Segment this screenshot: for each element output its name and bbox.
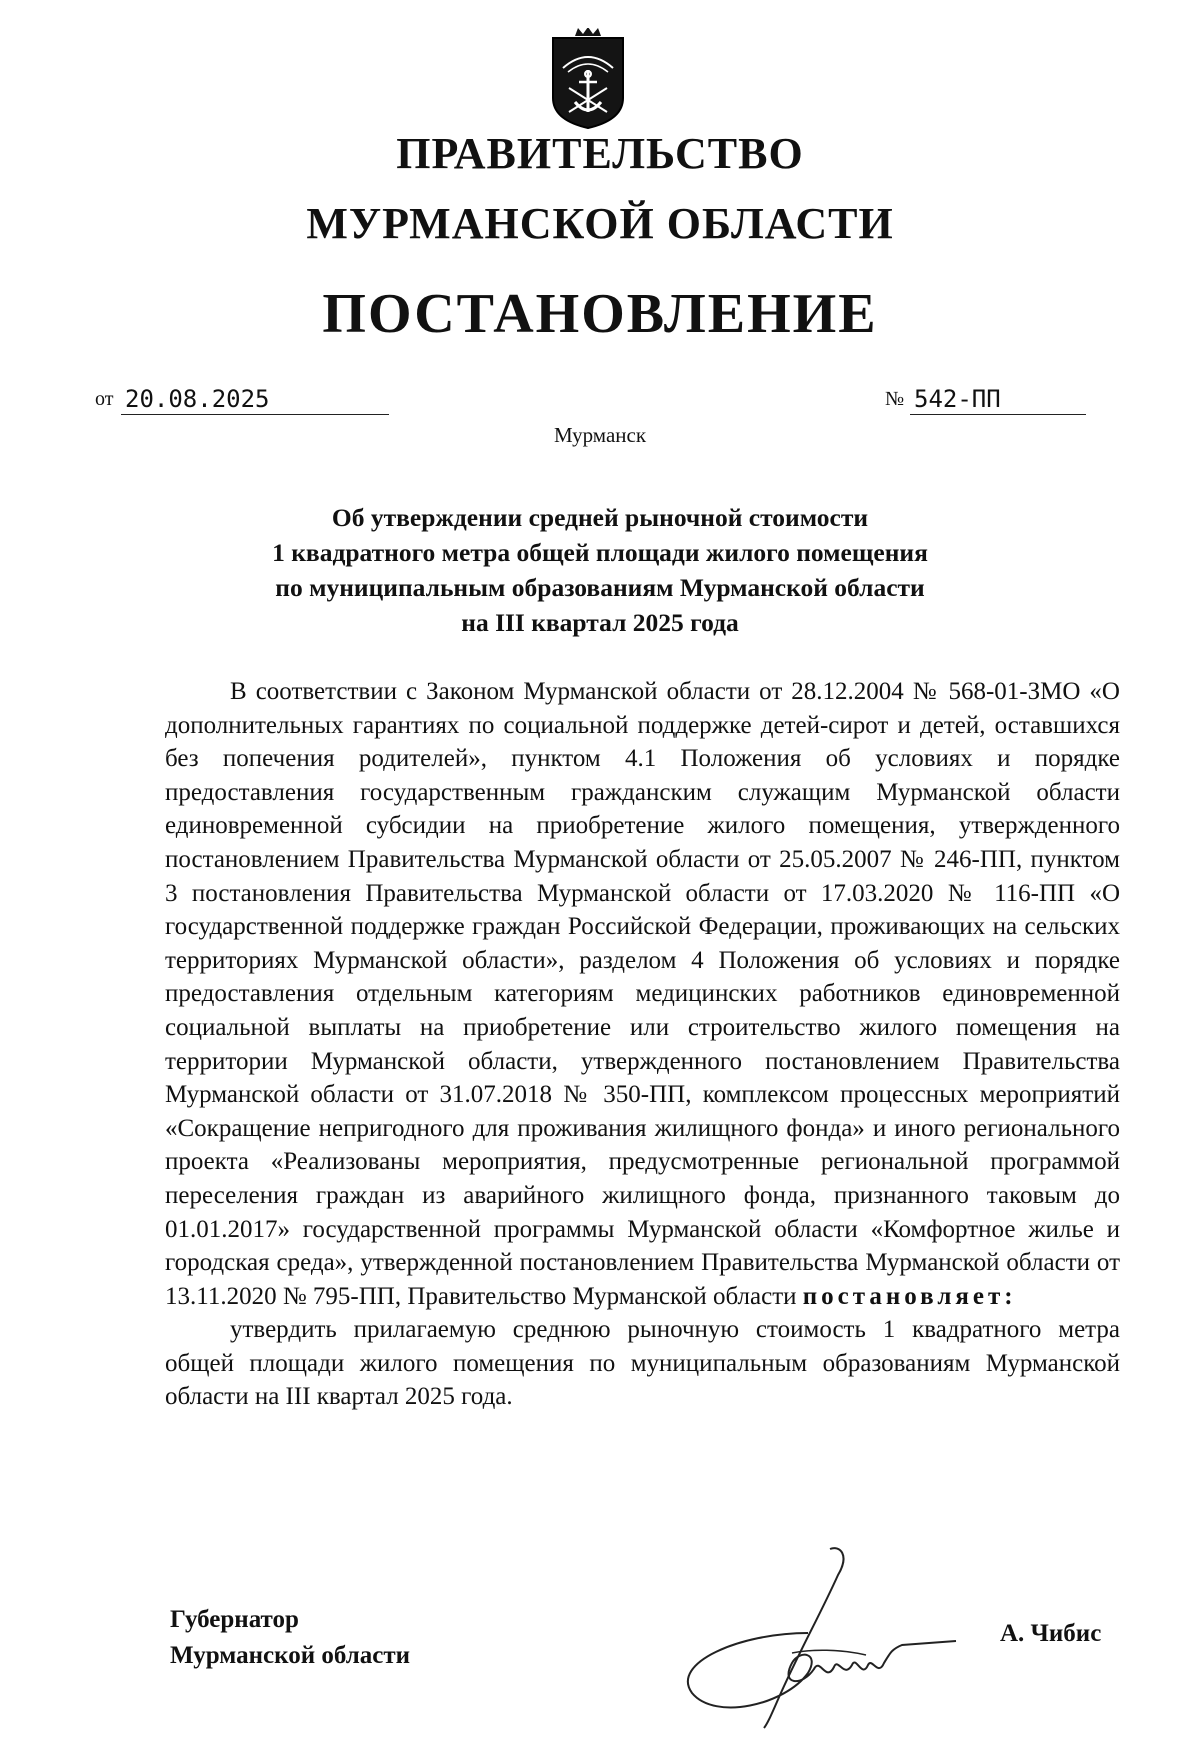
document-date: 20.08.2025 (121, 384, 389, 415)
org-name-line1: ПРАВИТЕЛЬСТВО (396, 129, 804, 178)
city: Мурманск (553, 423, 647, 447)
date-number-row (95, 375, 1085, 415)
subject-line: 1 квадратного метра общей площади жилого помещения (272, 538, 928, 567)
document-subject (0, 500, 1200, 640)
signatory-title (170, 1602, 410, 1674)
resolves-word: постановляет: (802, 1282, 1017, 1310)
body-paragraph: утвердить прилагаемую среднюю рыночную стоимость 1 квадратного метра общей площади жилого помещения по муниципальным образованиям Мурманской области на III квартал 2025 года. (165, 1316, 1120, 1411)
date-label: от (95, 388, 114, 410)
body-paragraph (165, 675, 1120, 1313)
preamble-text: В соответствии с Законом Мурманской области от 28.12.2004 № 568-01-ЗМО «О дополнительных гарантиях по социальной поддержке детей-сирот и детей, оставшихся без попечения родителей», пунктом 4.1 Положения об условиях и порядке предоставления государственным гражданским служащим Мурманской области единовременной субсидии на приобретение жилого помещения, утвержденного постановлением Правительства Мурманской области от 25.05.2007 № 246-ПП, пунктом 3 постановления Правительства Мурманской области от 17.03.2020 № 116-ПП «О государственной поддержке граждан Российской Федерации, проживающих на сельских территориях Мурманской области», разделом 4 Положения об условиях и порядке предоставления отдельным категориям медицинских работников единовременной социальной выплаты на приобретение или строительство жилого помещения на территории Мурманской области, утвержденного постановлением Правительства Мурманской области от 31.07.2018 № 350-ПП, комплексом процессных мероприятий «Сокращение непригодного для проживания жилищного фонда» и иного регионального проекта «Реализованы мероприятия, предусмотренные региональной программой переселения граждан из аварийного жилищного фонда, признанного таковым до 01.01.2017» государственной программы Мурманской области «Комфортное жилье и городская среда», утвержденной постановлением Правительства Мурманской области от 13.11.2020 № 795-ПП, Правительство Мурманской области (165, 678, 1120, 1310)
document-body (165, 675, 1120, 1414)
document-number: 542-ПП (910, 384, 1086, 415)
number-label: № (885, 388, 905, 410)
handwritten-signature-icon (680, 1545, 960, 1730)
coat-of-arms-icon (547, 28, 629, 130)
signatory-title-line: Губернатор (170, 1606, 299, 1633)
subject-line: Об утверждении средней рыночной стоимости (331, 503, 869, 532)
org-name-line2: МУРМАНСКОЙ ОБЛАСТИ (306, 199, 894, 248)
subject-line: по муниципальным образованиям Мурманской области (275, 573, 925, 602)
subject-line: на III квартал 2025 года (461, 608, 739, 637)
signatory-title-line: Мурманской области (170, 1642, 411, 1669)
signatory-name: А. Чибис (1000, 1620, 1102, 1647)
document-type: ПОСТАНОВЛЕНИЕ (322, 283, 878, 345)
